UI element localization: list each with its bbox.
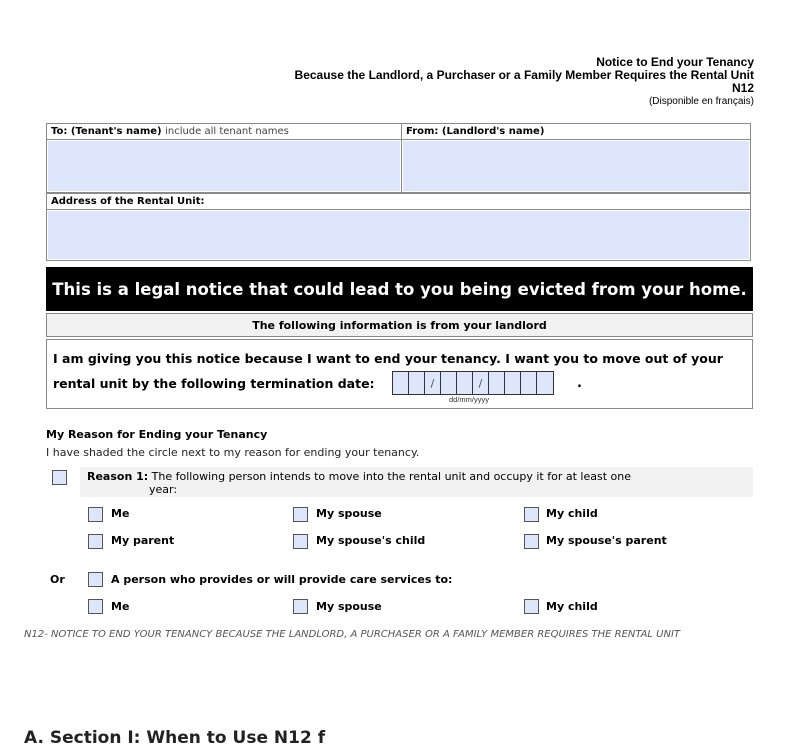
- date-separator: /: [473, 372, 489, 394]
- date-digit-box[interactable]: [489, 372, 505, 394]
- reason-1-text: Reason 1: The following person intends to move into the rental unit and occupy it for at least one: [87, 470, 631, 483]
- care-services-label: A person who provides or will provide care services to:: [111, 573, 453, 586]
- option-my-spouses-parent: My spouse's parent: [546, 534, 667, 547]
- date-digit-box[interactable]: [393, 372, 409, 394]
- termination-line-1: I am giving you this notice because I want to end your tenancy. I want you to move out of your: [53, 351, 723, 366]
- legal-notice-banner: This is a legal notice that could lead to you being evicted from your home.: [46, 267, 753, 311]
- landlord-info-header: The following information is from your landlord: [46, 313, 753, 337]
- period: .: [577, 376, 582, 391]
- option-my-spouses-child: My spouse's child: [316, 534, 426, 547]
- landlord-name-field[interactable]: [403, 141, 749, 191]
- spouses-child-checkbox[interactable]: [293, 534, 308, 549]
- date-digit-box[interactable]: [521, 372, 537, 394]
- care-spouse-checkbox[interactable]: [293, 599, 308, 614]
- care-child-checkbox[interactable]: [524, 599, 539, 614]
- form-title: Notice to End your Tenancy: [596, 55, 754, 69]
- spouses-parent-checkbox[interactable]: [524, 534, 539, 549]
- form-code: N12: [731, 81, 754, 95]
- reason-1-row: [80, 467, 753, 497]
- care-option-me: Me: [111, 600, 130, 613]
- parties-table: [46, 123, 751, 193]
- me-checkbox[interactable]: [88, 507, 103, 522]
- date-separator: /: [425, 372, 441, 394]
- care-option-my-spouse: My spouse: [316, 600, 382, 613]
- form-header: [295, 56, 754, 108]
- date-digit-box[interactable]: [441, 372, 457, 394]
- termination-date-field[interactable]: [392, 371, 554, 395]
- parent-checkbox[interactable]: [88, 534, 103, 549]
- termination-line-2: rental unit by the following termination date:: [53, 376, 375, 391]
- address-field[interactable]: [48, 211, 749, 259]
- date-digit-box[interactable]: [457, 372, 473, 394]
- date-format-hint: dd/mm/yyyy: [449, 395, 490, 404]
- child-checkbox[interactable]: [524, 507, 539, 522]
- reasons-instruction: I have shaded the circle next to my reason for ending your tenancy.: [46, 446, 420, 459]
- option-me: Me: [111, 507, 130, 520]
- care-services-checkbox[interactable]: [88, 572, 103, 587]
- spouse-checkbox[interactable]: [293, 507, 308, 522]
- reason-1-checkbox[interactable]: [52, 470, 67, 485]
- next-section-heading: A. Section I: When to Use N12 f: [24, 728, 326, 748]
- care-me-checkbox[interactable]: [88, 599, 103, 614]
- landlord-cell: [402, 124, 750, 192]
- option-my-child: My child: [546, 507, 598, 520]
- language-note: (Disponible en français): [648, 96, 754, 107]
- form-subtitle: Because the Landlord, a Purchaser or a Family Member Requires the Rental Unit: [294, 68, 754, 82]
- option-my-parent: My parent: [111, 534, 175, 547]
- landlord-name-label: From: (Landlord's name): [402, 124, 750, 140]
- date-digit-box[interactable]: [409, 372, 425, 394]
- care-option-my-child: My child: [546, 600, 598, 613]
- termination-statement: [46, 339, 753, 409]
- option-my-spouse: My spouse: [316, 507, 382, 520]
- date-digit-box[interactable]: [537, 372, 553, 394]
- form-caption: N12- NOTICE TO END YOUR TENANCY BECAUSE THE LANDLORD, A PURCHASER OR A FAMILY MEMBER REQUIRES THE RENTAL UNIT: [24, 629, 681, 640]
- date-digit-box[interactable]: [505, 372, 521, 394]
- address-label: Address of the Rental Unit:: [47, 194, 750, 210]
- address-table: [46, 193, 751, 261]
- reasons-heading: My Reason for Ending your Tenancy: [46, 428, 268, 441]
- tenant-name-label: To: (Tenant's name) include all tenant names: [47, 124, 401, 140]
- tenant-name-field[interactable]: [48, 141, 400, 191]
- or-label: Or: [50, 573, 65, 586]
- tenant-cell: [47, 124, 402, 192]
- reason-1-text-cont: year:: [149, 483, 178, 496]
